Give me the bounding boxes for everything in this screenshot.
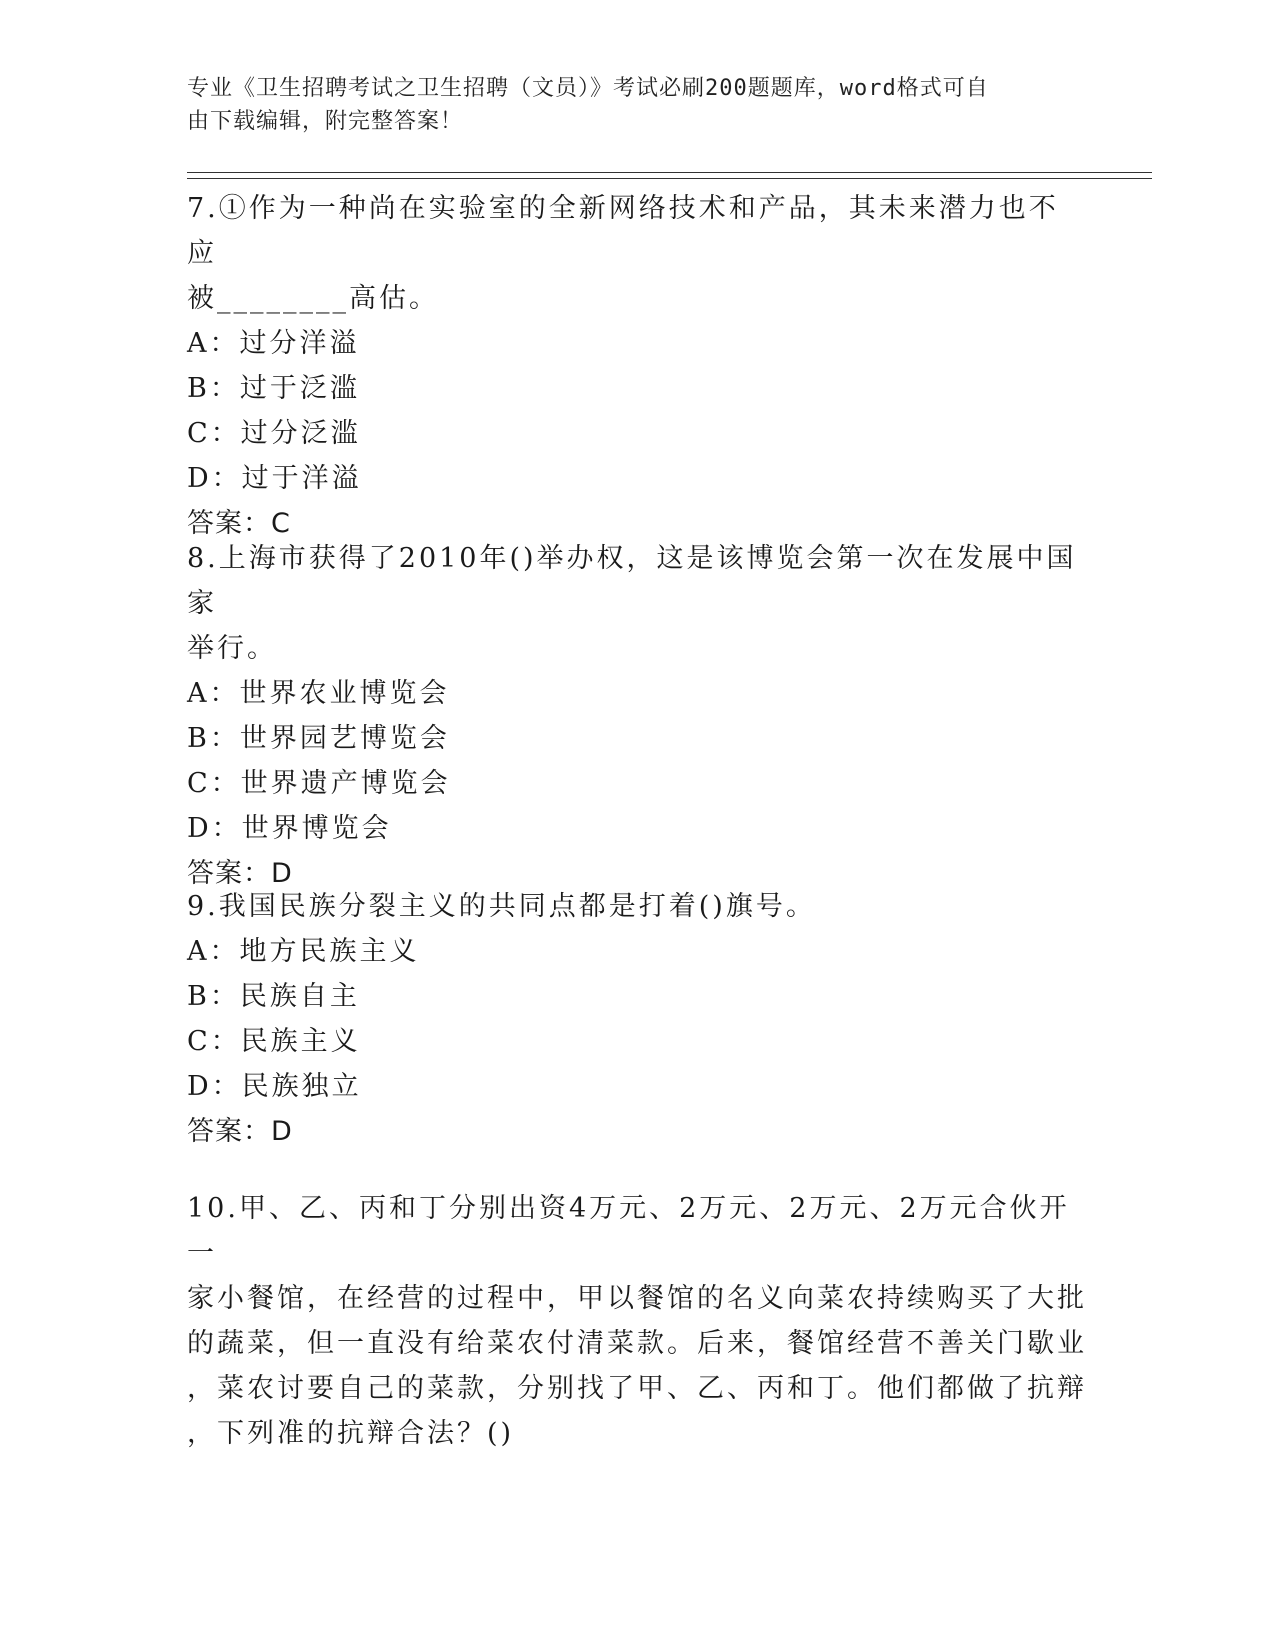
question-9 (187, 884, 1087, 1154)
question-10 (187, 1186, 1087, 1456)
question-stem-line: 举行。 (187, 633, 277, 664)
option-b: B：民族自主 (187, 981, 360, 1012)
option-c: C：世界遗产博览会 (187, 768, 451, 799)
question-stem-line: 8.上海市获得了2010年()举办权，这是该博览会第一次在发展中国家 (187, 543, 1077, 619)
option-b: B：过于泛滥 (187, 373, 360, 404)
question-stem-line: 10.甲、乙、丙和丁分别出资4万元、2万元、2万元、2万元合伙开一 (187, 1193, 1070, 1269)
question-8 (187, 536, 1087, 896)
option-d: D：过于洋溢 (187, 463, 362, 494)
option-a: A：世界农业博览会 (187, 678, 450, 709)
header-divider-bottom (187, 178, 1152, 179)
question-stem-line: 9.我国民族分裂主义的共同点都是打着()旗号。 (187, 891, 816, 922)
option-d: D：世界博览会 (187, 813, 392, 844)
answer: 答案：C (187, 508, 291, 539)
option-a: A：过分洋溢 (187, 328, 360, 359)
header-line-1: 专业《卫生招聘考试之卫生招聘（文员）》考试必刷200题题库，word格式可自 (187, 76, 989, 101)
document-header (187, 72, 1067, 138)
question-stem-line: ，下列准的抗辩合法？() (187, 1418, 515, 1449)
option-c: C：过分泛滥 (187, 418, 361, 449)
answer: 答案：D (187, 1116, 293, 1147)
option-b: B：世界园艺博览会 (187, 723, 450, 754)
answer: 答案：D (187, 858, 293, 889)
question-stem-line: ，菜农讨要自己的菜款，分别找了甲、乙、丙和丁。他们都做了抗辩 (187, 1373, 1087, 1404)
question-stem-line: 被________高估。 (187, 283, 439, 314)
header-divider-top (187, 172, 1152, 173)
question-7 (187, 186, 1087, 546)
option-d: D：民族独立 (187, 1071, 362, 1102)
option-c: C：民族主义 (187, 1026, 361, 1057)
question-stem-line: 7.①作为一种尚在实验室的全新网络技术和产品，其未来潜力也不应 (187, 193, 1059, 269)
question-stem-line: 家小餐馆，在经营的过程中，甲以餐馆的名义向菜农持续购买了大批 (187, 1283, 1087, 1314)
header-line-2: 由下载编辑，附完整答案！ (187, 109, 464, 134)
question-stem-line: 的蔬菜，但一直没有给菜农付清菜款。后来，餐馆经营不善关门歇业 (187, 1328, 1087, 1359)
option-a: A：地方民族主义 (187, 936, 420, 967)
